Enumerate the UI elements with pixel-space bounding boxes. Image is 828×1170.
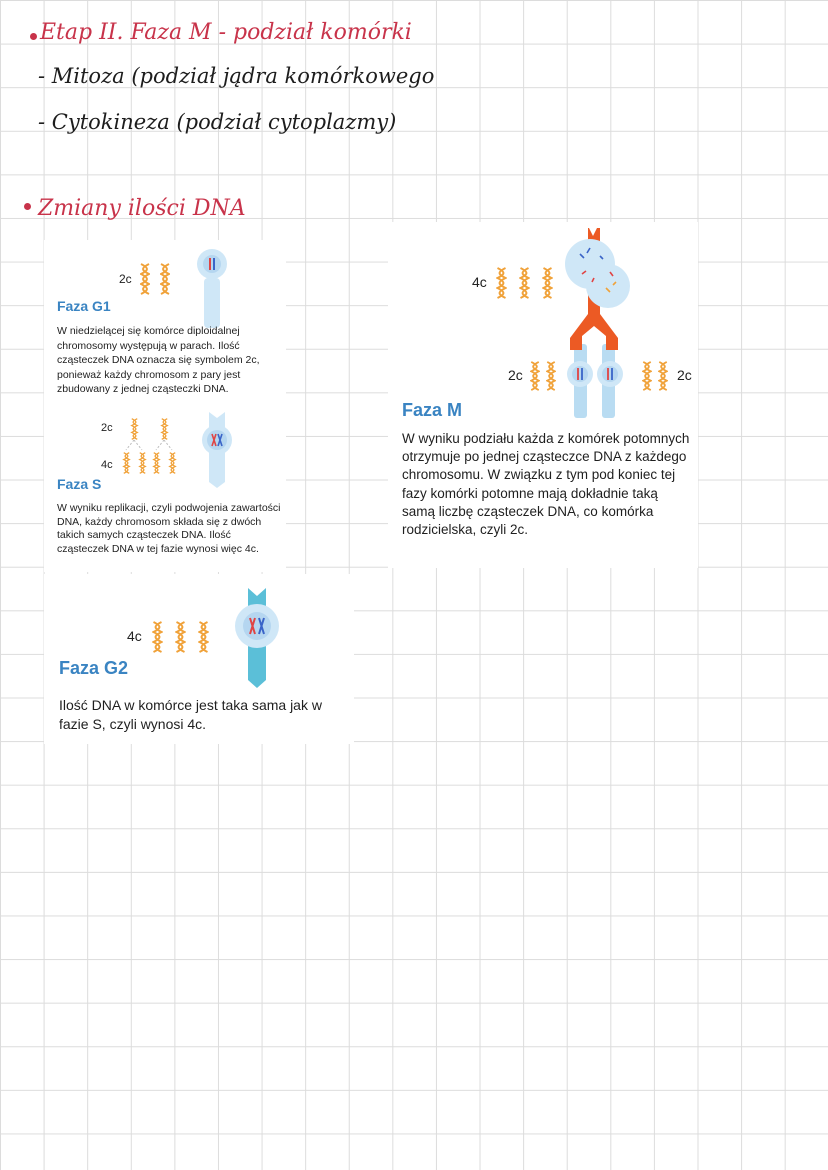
notes-item-cytokinesis: - Cytokineza (podział cytoplazmy)	[38, 110, 397, 134]
g1-description: W niedzielącej się komórce diploidalnej chromosomy występują w parach. Ilość cząsteczek DNA oznacza się symbolem 2c, ponieważ każdy chromosom z pary jest zbudowany z jednej cząsteczki DNA.	[57, 325, 260, 395]
bullet-dot	[24, 203, 31, 210]
s-dna-label-bottom: 4c	[101, 459, 113, 471]
dna-heading: Zmiany ilości DNA	[38, 196, 246, 221]
g2-dna-label: 4c	[127, 628, 142, 644]
notes-heading: Etap II. Faza M - podział komórki	[40, 20, 412, 45]
g2-description: Ilość DNA w komórce jest taka sama jak w fazie S, czyli wynosi 4c.	[59, 697, 322, 732]
card-g2	[44, 574, 354, 744]
g2-title: Faza G2	[59, 658, 129, 678]
m-dna-helix-left-icon	[530, 360, 560, 392]
bullet-dot	[30, 33, 37, 40]
s-title: Faza S	[57, 476, 102, 492]
g1-dna-helix-icon	[140, 262, 180, 296]
card-g1-s	[44, 240, 286, 572]
m-title: Faza M	[402, 400, 463, 420]
m-dna-label-right: 2c	[677, 367, 692, 383]
s-dna-label-top: 2c	[101, 422, 113, 434]
m-dna-helix-icon	[496, 266, 560, 300]
g1-dna-label: 2c	[119, 272, 132, 286]
g2-dna-helix-icon	[152, 620, 216, 654]
m-dna-helix-right-icon	[642, 360, 672, 392]
notes-item-mitosis: - Mitoza (podział jądra komórkowego	[38, 64, 435, 88]
s-cell-icon	[199, 412, 235, 488]
s-dna-replication-icon	[122, 418, 202, 478]
m-description: W wyniku podziału każda z komórek potomnych otrzymuje po jednej cząsteczce DNA z każdego chromosomu. W związku z tym pod koniec tej fazy komórki potomne mają dokładnie taką samą liczbę cząsteczek DNA, co komórka rodzicielska, czyli 2c.	[402, 431, 690, 538]
g1-title: Faza G1	[57, 298, 111, 314]
g2-cell-icon	[234, 588, 280, 688]
g1-cell-icon	[194, 248, 230, 330]
card-m	[388, 222, 698, 568]
m-cell-division-icon	[560, 226, 640, 420]
m-dna-label-top: 4c	[472, 274, 487, 290]
m-dna-label-left: 2c	[508, 367, 523, 383]
s-description: W wyniku replikacji, czyli podwojenia zawartości DNA, każdy chromosom składa się z dwóch takich samych cząsteczek DNA. Ilość cząsteczek DNA w tej fazie wynosi więc 4c.	[57, 502, 281, 555]
